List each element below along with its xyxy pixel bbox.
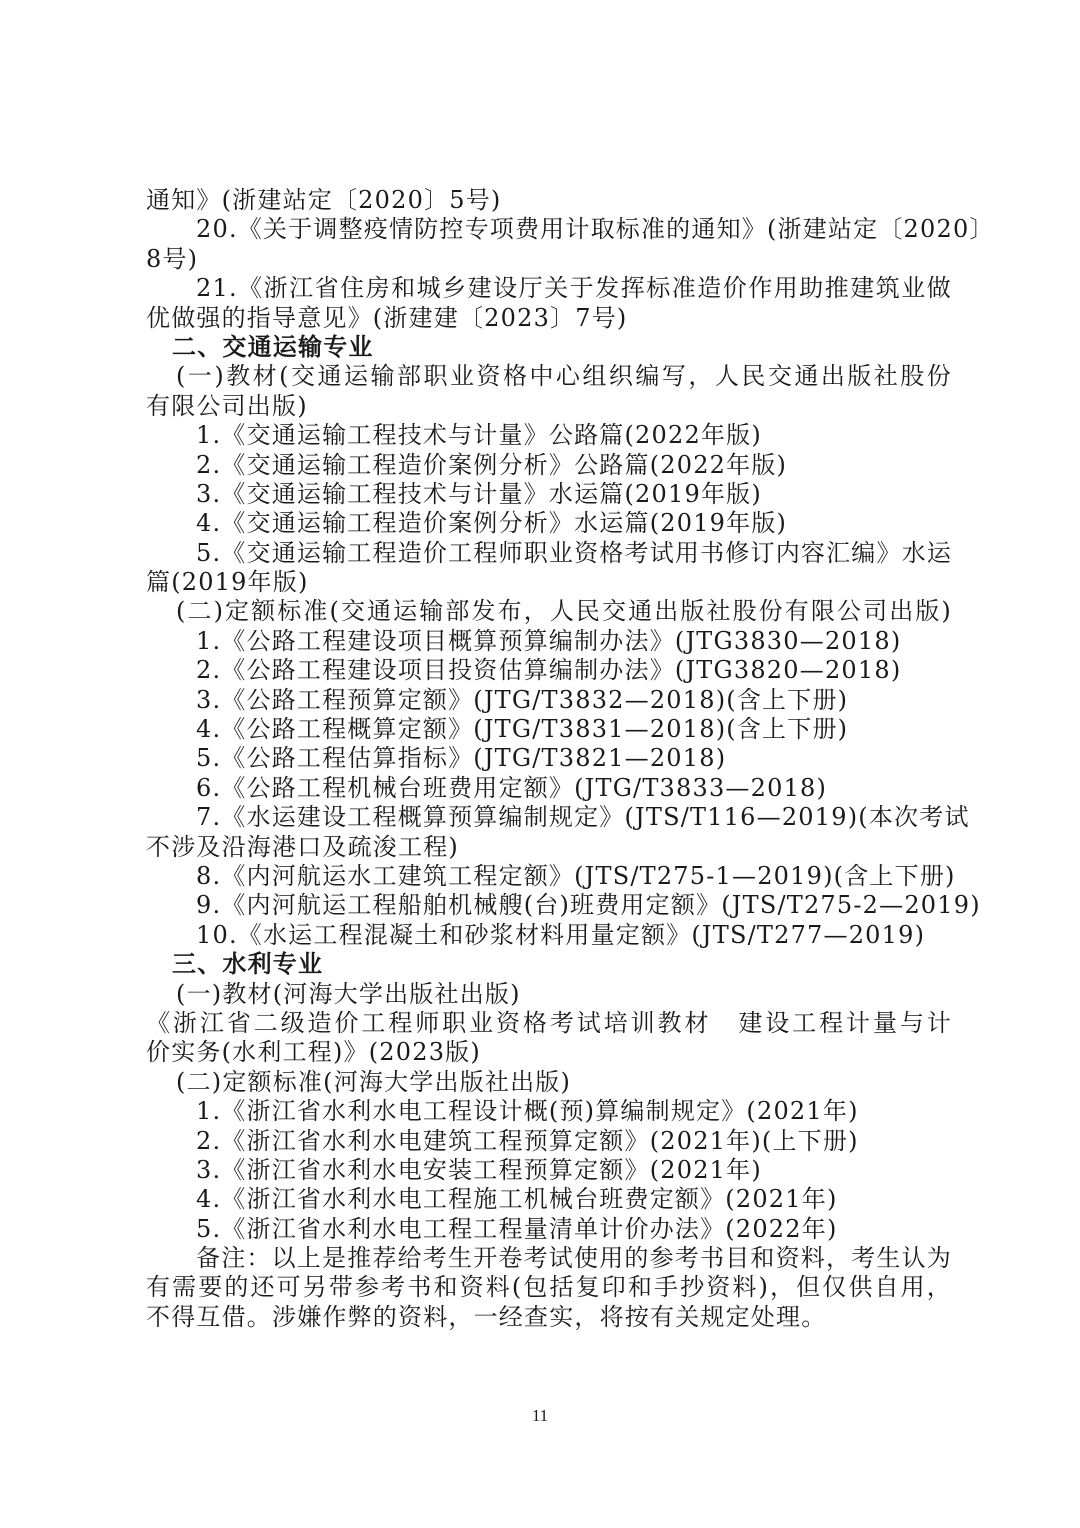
note-text: 不得互借。涉嫌作弊的资料，一经查实，将按有关规定处理。: [146, 1302, 827, 1331]
list-item: 5.《浙江省水利水电工程工程量清单计价办法》(2022年): [196, 1214, 838, 1243]
text-line: 有限公司出版): [146, 391, 308, 420]
list-item: 2.《交通运输工程造价案例分析》公路篇(2022年版): [196, 450, 788, 479]
list-item: 4.《浙江省水利水电工程施工机械台班费定额》(2021年): [196, 1185, 838, 1214]
list-item: 1.《浙江省水利水电工程设计概(预)算编制规定》(2021年): [196, 1097, 859, 1126]
list-item: 21.《浙江省住房和城乡建设厅关于发挥标准造价作用助推建筑业做: [196, 274, 952, 303]
list-item: 3.《交通运输工程技术与计量》水运篇(2019年版): [196, 479, 762, 508]
text-line: 篇(2019年版): [146, 568, 309, 597]
list-item: 3.《浙江省水利水电安装工程预算定额》(2021年): [196, 1155, 762, 1184]
list-item: 4.《公路工程概算定额》(JTG/T3831—2018)(含上下册): [196, 715, 849, 744]
list-item: 3.《公路工程预算定额》(JTG/T3832—2018)(含上下册): [196, 685, 849, 714]
text-line: 不涉及沿海港口及疏浚工程): [146, 832, 459, 861]
list-item: 1.《公路工程建设项目概算预算编制办法》(JTG3830—2018): [196, 626, 902, 655]
section-heading: 三、水利专业: [172, 950, 324, 979]
list-item: 20.《关于调整疫情防控专项费用计取标准的通知》(浙建站定〔2020〕: [196, 215, 995, 244]
text-line: 通知》(浙建站定〔2020〕5号): [146, 186, 502, 214]
list-item: 9.《内河航运工程船舶机械艘(台)班费用定额》(JTS/T275-2—2019): [196, 891, 981, 920]
text-line: 《浙江省二级造价工程师职业资格考试培训教材 建设工程计量与计: [146, 1008, 952, 1037]
list-item: 10.《水运工程混凝土和砂浆材料用量定额》(JTS/T277—2019): [196, 920, 926, 949]
list-item: 4.《交通运输工程造价案例分析》水运篇(2019年版): [196, 509, 788, 538]
subsection-heading: (一)教材(交通运输部职业资格中心组织编写，人民交通出版社股份: [176, 362, 952, 391]
subsection-heading: (二)定额标准(河海大学出版社出版): [176, 1067, 572, 1096]
list-item: 8.《内河航运水工建筑工程定额》(JTS/T275-1—2019)(含上下册): [196, 861, 956, 890]
list-item: 5.《公路工程估算指标》(JTG/T3821—2018): [196, 744, 727, 773]
list-item: 6.《公路工程机械台班费用定额》(JTG/T3833—2018): [196, 773, 828, 802]
section-heading: 二、交通运输专业: [172, 332, 374, 361]
list-item: 2.《公路工程建设项目投资估算编制办法》(JTG3820—2018): [196, 656, 902, 685]
list-item: 2.《浙江省水利水电建筑工程预算定额》(2021年)(上下册): [196, 1126, 859, 1155]
subsection-heading: (一)教材(河海大学出版社出版): [176, 979, 521, 1008]
page-number: 11: [531, 1406, 549, 1425]
text-line: 优做强的指导意见》(浙建建〔2023〕7号): [146, 303, 628, 332]
text-line: 价实务(水利工程)》(2023版): [146, 1038, 481, 1067]
subsection-heading: (二)定额标准(交通运输部发布，人民交通出版社股份有限公司出版): [176, 597, 952, 626]
text-line: 8号): [146, 244, 199, 273]
note-text: 有需要的还可另带参考书和资料(包括复印和手抄资料)，但仅供自用，: [146, 1273, 952, 1302]
note-text: 备注：以上是推荐给考生开卷考试使用的参考书目和资料，考生认为: [196, 1244, 952, 1273]
list-item: 1.《交通运输工程技术与计量》公路篇(2022年版): [196, 421, 762, 450]
list-item: 7.《水运建设工程概算预算编制规定》(JTS/T116—2019)(本次考试: [196, 803, 970, 832]
document-body: [146, 186, 995, 1332]
list-item: 5.《交通运输工程造价工程师职业资格考试用书修订内容汇编》水运: [196, 538, 953, 567]
